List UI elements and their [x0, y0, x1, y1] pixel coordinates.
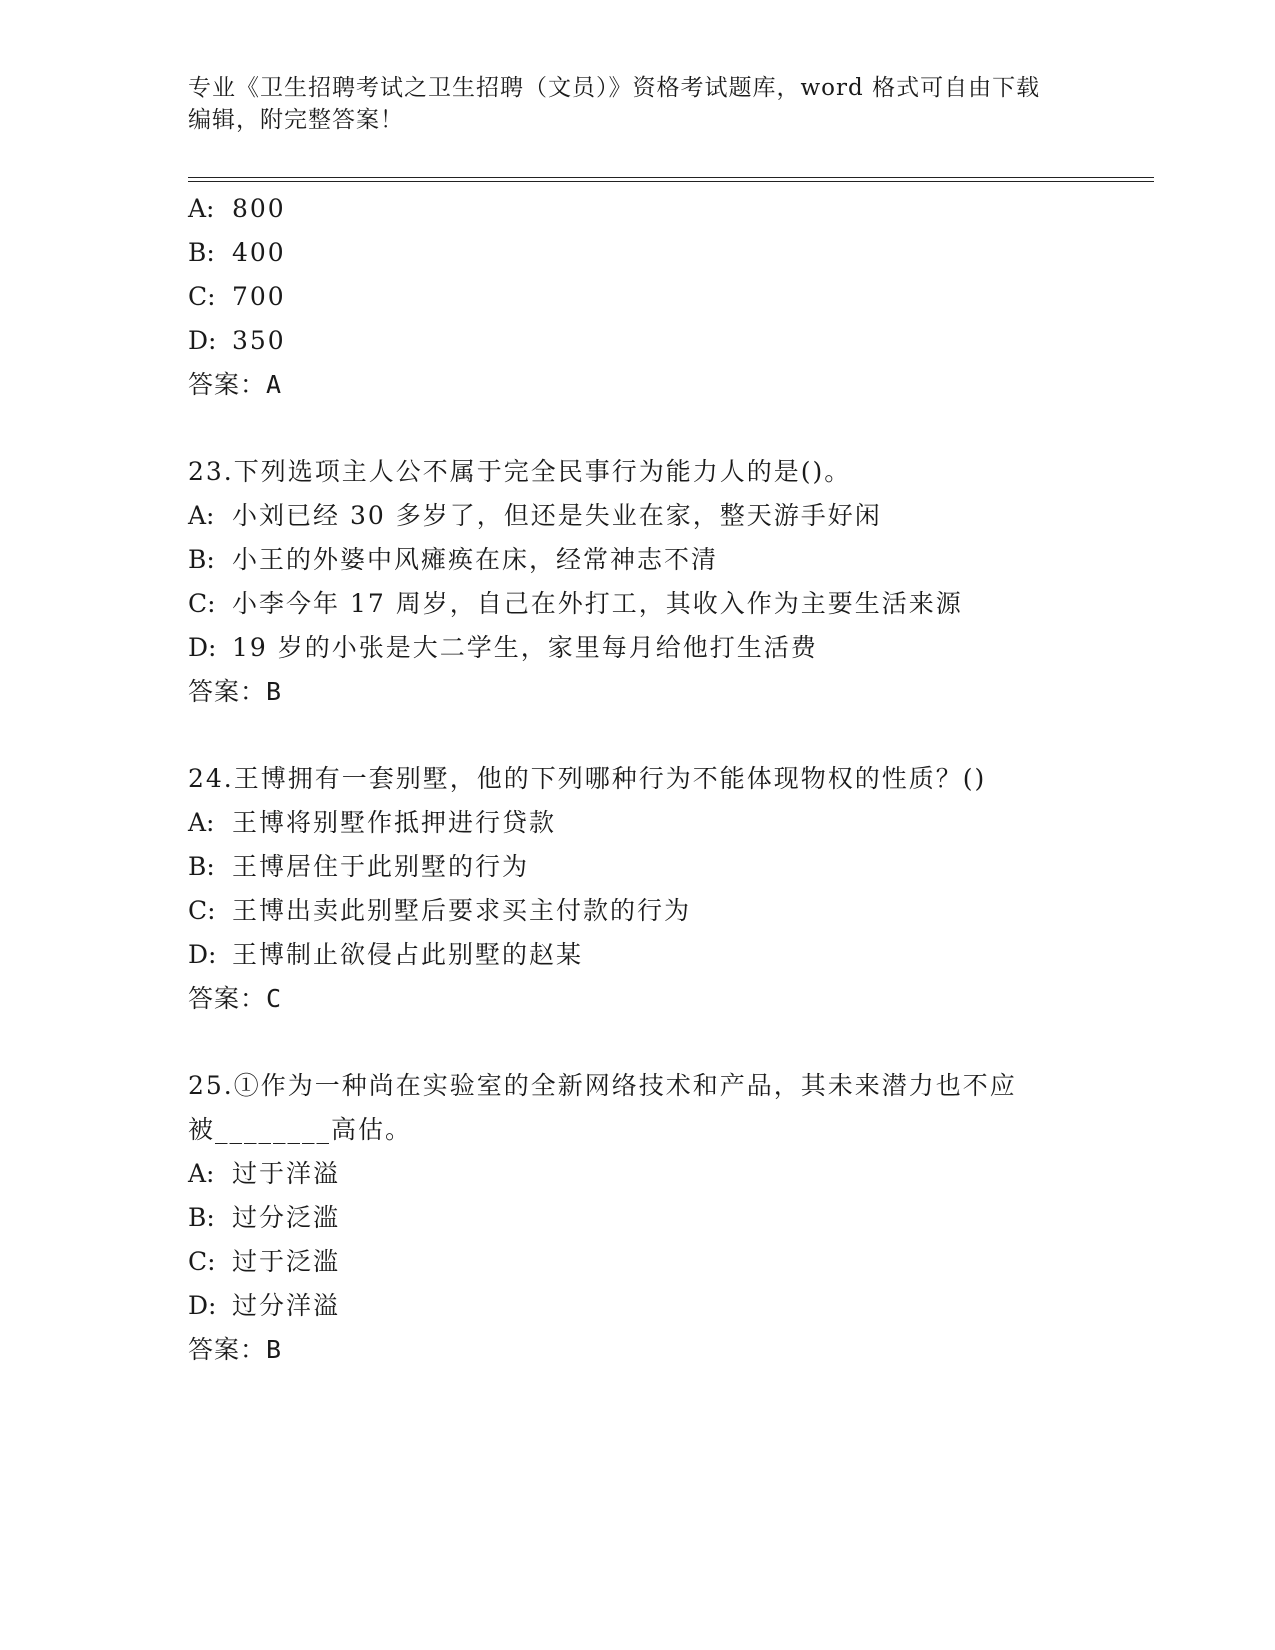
q25-stem-line-1: 25.①作为一种尚在实验室的全新网络技术和产品，其未来潜力也不应 [188, 1071, 1017, 1100]
option-text: 王博居住于此别墅的行为 [232, 852, 530, 881]
option-letter: D: [188, 940, 217, 969]
q25-option-a [188, 1158, 340, 1190]
option-letter: B: [188, 1203, 215, 1232]
q24-option-c [188, 895, 691, 927]
q22-option-c [188, 281, 286, 313]
header-line-2: 编辑，附完整答案！ [188, 107, 404, 133]
option-letter: A: [188, 501, 215, 530]
option-text: 过于泛滥 [232, 1247, 341, 1276]
option-text: 过分洋溢 [232, 1291, 341, 1320]
option-text: 700 [232, 282, 286, 311]
option-letter: A: [188, 1159, 215, 1188]
q25-option-c [188, 1246, 340, 1278]
answer-value: C [266, 984, 283, 1013]
answer-label: 答案： [188, 984, 267, 1013]
option-letter: A: [188, 194, 215, 223]
option-text: 王博出卖此别墅后要求买主付款的行为 [232, 896, 692, 925]
answer-value: B [266, 1335, 283, 1364]
q23-option-d [188, 632, 818, 664]
answer-value: A [266, 370, 283, 399]
q22-answer [188, 369, 282, 401]
option-text: 过于洋溢 [232, 1159, 341, 1188]
q24-option-b [188, 851, 529, 883]
answer-value: B [266, 677, 283, 706]
q24-option-a [188, 807, 556, 839]
option-letter: A: [188, 808, 215, 837]
option-letter: B: [188, 238, 215, 267]
q25-answer [188, 1334, 282, 1366]
q24-option-d [188, 939, 583, 971]
option-letter: C: [188, 282, 216, 311]
q23-option-c [188, 588, 963, 620]
option-letter: B: [188, 545, 215, 574]
option-text: 小刘已经 30 多岁了，但还是失业在家，整天游手好闲 [232, 501, 882, 530]
q23-answer [188, 676, 282, 708]
q25-option-b [188, 1202, 340, 1234]
option-text: 王博将别墅作抵押进行贷款 [232, 808, 557, 837]
q25-option-d [188, 1290, 340, 1322]
q23-option-b [188, 544, 718, 576]
option-text: 小李今年 17 周岁，自己在外打工，其收入作为主要生活来源 [232, 589, 963, 618]
option-letter: D: [188, 1291, 217, 1320]
header-divider-top [188, 177, 1154, 178]
q22-option-a [188, 193, 286, 225]
option-letter: D: [188, 633, 217, 662]
option-text: 王博制止欲侵占此别墅的赵某 [232, 940, 584, 969]
header-line-1: 专业《卫生招聘考试之卫生招聘（文员）》资格考试题库，word 格式可自由下载 [188, 75, 1041, 101]
q24-stem: 24.王博拥有一套别墅，他的下列哪种行为不能体现物权的性质？() [188, 764, 987, 793]
q22-option-b [188, 237, 286, 269]
option-letter: C: [188, 896, 216, 925]
option-letter: B: [188, 852, 215, 881]
q23-stem: 23.下列选项主人公不属于完全民事行为能力人的是()。 [188, 457, 852, 486]
option-letter: C: [188, 589, 216, 618]
option-text: 小王的外婆中风瘫痪在床，经常神志不清 [232, 545, 719, 574]
document-header [188, 72, 1088, 136]
option-text: 350 [232, 326, 286, 355]
q23-option-a [188, 500, 882, 532]
q24-answer [188, 983, 282, 1015]
q25-stem-line-2: 被________高估。 [188, 1115, 413, 1144]
option-text: 800 [232, 194, 286, 223]
option-letter: D: [188, 326, 217, 355]
answer-label: 答案： [188, 370, 267, 399]
header-divider-bottom [188, 181, 1154, 182]
answer-label: 答案： [188, 1335, 267, 1364]
option-letter: C: [188, 1247, 216, 1276]
answer-label: 答案： [188, 677, 267, 706]
option-text: 19 岁的小张是大二学生，家里每月给他打生活费 [232, 633, 818, 662]
option-text: 过分泛滥 [232, 1203, 341, 1232]
option-text: 400 [232, 238, 286, 267]
q22-option-d [188, 325, 286, 357]
